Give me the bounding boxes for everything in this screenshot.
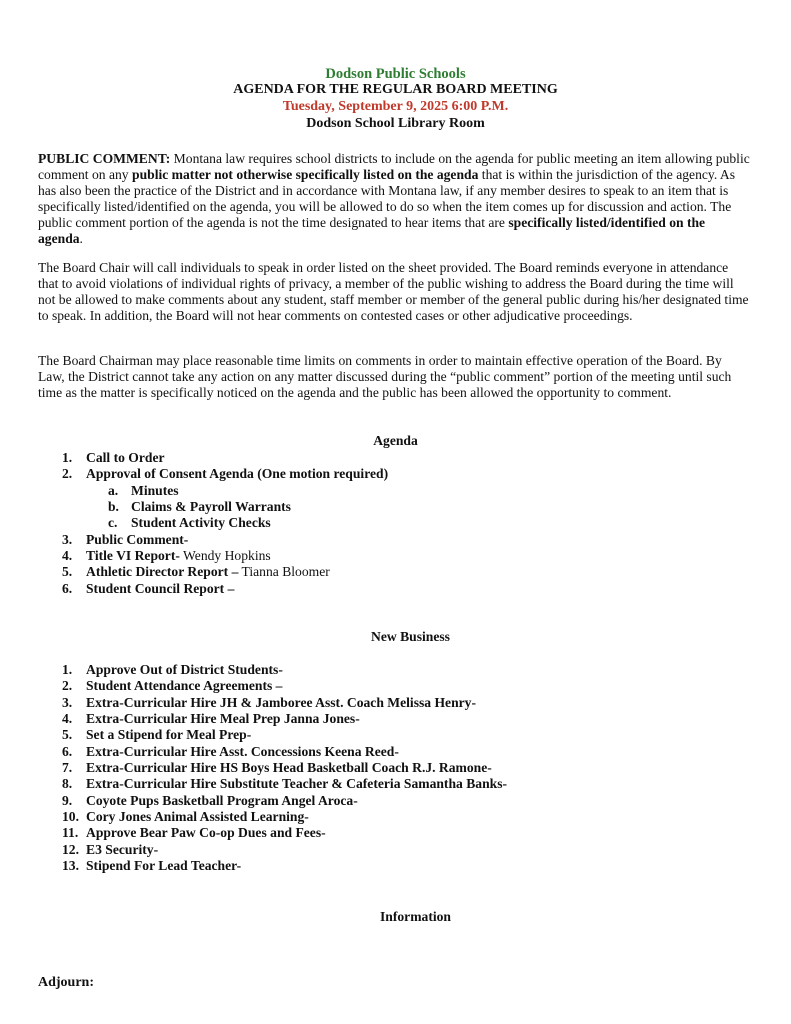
meeting-date: Tuesday, September 9, 2025 6:00 P.M.	[282, 99, 509, 114]
item-label: Approve Bear Paw Co-op Dues and Fees-	[86, 825, 326, 841]
list-item	[62, 760, 507, 776]
sub-list-item	[62, 515, 388, 531]
item-label: Approve Out of District Students-	[86, 662, 283, 677]
public-comment-text-3: .	[79, 231, 83, 246]
list-item	[62, 793, 507, 809]
item-label: Student Attendance Agreements –	[86, 678, 283, 694]
list-item	[62, 727, 507, 743]
item-label: Set a Stipend for Meal Prep-	[86, 727, 252, 743]
public-comment-paragraph	[38, 151, 750, 247]
item-number: 10.	[62, 809, 79, 825]
list-item	[62, 532, 388, 548]
item-label: Extra-Curricular Hire Meal Prep Janna Jones-	[86, 711, 360, 727]
item-number: 8.	[62, 776, 73, 792]
list-item	[62, 842, 507, 858]
item-label: Extra-Curricular Hire Substitute Teacher & Cafeteria Samantha Banks-	[86, 776, 508, 792]
item-label: Public Comment-	[86, 531, 189, 547]
item-label: Stipend For Lead Teacher-	[86, 858, 242, 874]
item-label: Cory Jones Animal Assisted Learning-	[86, 809, 309, 825]
item-number: 2.	[62, 466, 73, 482]
item-label: Coyote Pups Basketball Program Angel Aroca-	[86, 792, 358, 808]
list-item	[62, 711, 507, 727]
item-number: 13.	[62, 858, 79, 874]
new-business-heading: New Business	[371, 629, 450, 644]
school-name: Dodson Public Schools	[325, 66, 466, 82]
list-item	[62, 450, 388, 466]
public-comment-text-1: Montana law requires school districts to include on the agenda for public meeting an item allowing public comment on any	[38, 151, 750, 182]
item-presenter: Wendy Hopkins	[179, 548, 271, 564]
item-label: Extra-Curricular Hire HS Boys Head Basketball Coach R.J. Ramone-	[86, 760, 492, 776]
sub-list-item	[62, 483, 388, 499]
item-number: 6.	[62, 580, 73, 596]
board-chair-paragraph: The Board Chair will call individuals to speak in order listed on the sheet provided. The Board reminds everyone in attendance that to avoid violations of individual rights of privacy, a member of the public wishing to address the Board during the time will not be allowed to make comments about any student, staff member or member of the general public during his/her designated time to speak. In addition, the Board will not hear comments on contested cases or other adjudicative proceedings.	[38, 260, 749, 323]
public-comment-bold-2: specifically listed/identified on the agenda	[38, 215, 706, 246]
item-number: 2.	[62, 678, 73, 694]
item-label: Claims & Payroll Warrants	[131, 499, 291, 515]
list-item	[62, 744, 507, 760]
item-number: 6.	[62, 743, 73, 759]
item-letter: b.	[108, 499, 119, 515]
item-label: Call to Order	[86, 450, 165, 465]
public-comment-label: PUBLIC COMMENT:	[38, 151, 171, 166]
item-label: E3 Security-	[86, 841, 159, 857]
list-item	[62, 564, 388, 580]
item-number: 1.	[62, 662, 73, 677]
item-presenter: Tianna Bloomer	[238, 564, 330, 580]
agenda-heading: Agenda	[373, 433, 418, 448]
agenda-list	[62, 450, 388, 597]
item-label: Extra-Curricular Hire JH & Jamboree Asst. Coach Melissa Henry-	[86, 694, 477, 710]
item-number: 4.	[62, 548, 73, 564]
item-number: 7.	[62, 760, 73, 776]
list-item	[62, 825, 507, 841]
adjourn-label: Adjourn:	[38, 975, 95, 990]
item-number: 3.	[62, 694, 73, 710]
new-business-list	[62, 662, 507, 874]
list-item	[62, 548, 388, 564]
list-item	[62, 809, 507, 825]
item-number: 12.	[62, 841, 79, 857]
list-item	[62, 581, 388, 597]
information-heading: Information	[380, 909, 451, 924]
item-letter: a.	[108, 482, 119, 498]
document-title: AGENDA FOR THE REGULAR BOARD MEETING	[233, 82, 558, 97]
public-comment-bold-1: public matter not otherwise specifically listed on the agenda	[132, 167, 479, 182]
list-item	[62, 776, 507, 792]
list-item	[62, 695, 507, 711]
sub-list-item	[62, 499, 388, 515]
item-number: 9.	[62, 792, 73, 808]
item-label: Student Activity Checks	[131, 515, 271, 531]
item-number: 3.	[62, 531, 73, 547]
item-label: Student Council Report –	[86, 580, 235, 596]
list-item	[62, 662, 507, 678]
item-label: Athletic Director Report –	[86, 564, 239, 580]
list-item	[62, 466, 388, 482]
item-number: 11.	[62, 825, 79, 841]
meeting-location: Dodson School Library Room	[306, 116, 485, 131]
item-number: 5.	[62, 727, 73, 743]
item-label: Approval of Consent Agenda (One motion required)	[86, 466, 389, 482]
public-comment-text-2: that is within the jurisdiction of the agency. As has also been the practice of the District and in accordance with Montana law, if any member desires to speak to an item that is specifically listed/identified on the agenda, you will be allowed to do so when the item comes up for discussion and action. The public comment portion of the agenda is not the time designated to hear items that are	[38, 167, 735, 230]
item-number: 4.	[62, 711, 73, 727]
list-item	[62, 678, 507, 694]
item-letter: c.	[108, 515, 118, 531]
item-number: 5.	[62, 564, 73, 580]
list-item	[62, 858, 507, 874]
item-label: Extra-Curricular Hire Asst. Concessions Keena Reed-	[86, 743, 399, 759]
time-limits-paragraph: The Board Chairman may place reasonable time limits on comments in order to maintain effective operation of the Board. By Law, the District cannot take any action on any matter discussed during the “public comment” portion of the meeting until such time as the matter is specifically noticed on the agenda and the public has been allowed the opportunity to comment.	[38, 353, 732, 400]
item-label: Minutes	[131, 482, 179, 498]
item-number: 1.	[62, 450, 73, 465]
item-label: Title VI Report-	[86, 548, 180, 564]
